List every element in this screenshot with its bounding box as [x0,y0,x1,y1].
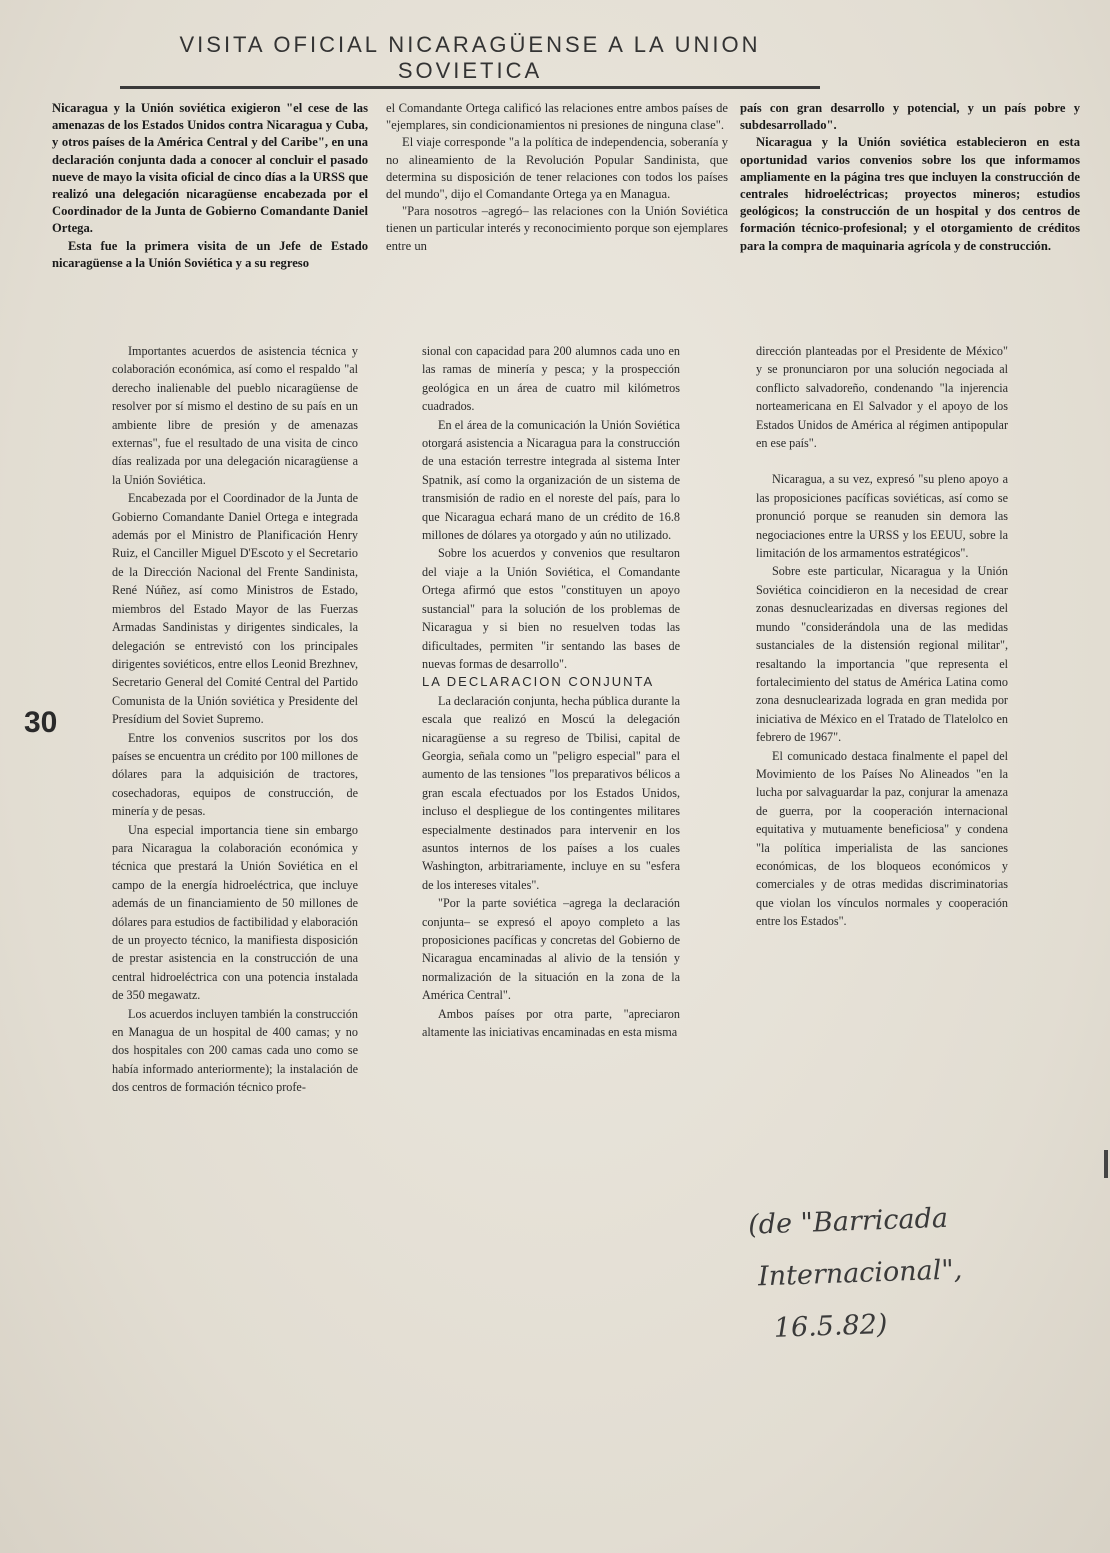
body-paragraph: dirección planteadas por el Presidente de México" y se pronunciaron por una solución negociada al conflicto salvadoreño, condenando "la injerencia norteamericana en El Salvador y el apoyo de los Estados Unidos de América al régimen antipopular en ese país". [756,344,1008,451]
scan-edge-mark [1104,1150,1108,1178]
body-paragraph: "Por la parte soviética –agrega la declaración conjunta– se expresó el apoyo completo a las proposiciones pacíficas y concretas del Gobierno de Nicaragua encaminadas al alivio de la tensión y normalización de la situación en la zona de la América Central". [422,896,680,1003]
handwritten-line: (de "Barricada [747,1202,949,1241]
body-paragraph: Los acuerdos incluyen también la construcción en Managua de un hospital de 400 camas; y no dos hospitales con 200 camas cada uno como se había informado anteriormente); la instalación de dos centros de formación técnico profe- [112,1006,358,1095]
article-title: VISITA OFICIAL NICARAGÜENSE A LA UNION SOVIETICA [120,32,820,89]
intro-paragraph: país con gran desarrollo y potencial, y un país pobre y subdesarrollado". [740,101,1080,133]
intro-paragraph: "Para nosotros –agregó– las relaciones con la Unión Soviética tienen un particular interés y reconocimiento porque son ejemplares entre un [386,204,728,253]
body-paragraph: Una especial importancia tiene sin embargo para Nicaragua la colaboración económica y técnica que prestará la Unión Soviética en el campo de la energía hidroeléctrica, que incluye además de un financiamiento de 50 millones de dólares para estudios de factibilidad y elaboración de un proyecto técnico, la manifiesta disposición de prestar asistencia en la construcción de una central hidroeléctrica con una potencia instalada de 350 megawatz. [112,822,358,1003]
intro-paragraph: Esta fue la primera visita de un Jefe de Estado nicaragüense a la Unión Soviética y a su regreso [52,238,368,270]
intro-column-2 [386,100,728,322]
body-paragraph: Entre los convenios suscritos por los dos países se encuentra un crédito por 100 millones de dólares para la adquisición de tractores, cosechadoras, equipos de construcción, de minería y de pesas. [112,730,358,819]
body-paragraph: Sobre los acuerdos y convenios que resultaron del viaje a la Unión Soviética, el Comandante Ortega afirmó que estos "constituyen un apoyo sustancial" para la solución de los problemas de Nicaragua y si bien no resuelven todas las dificultades, permiten "ir sentando las bases de nuevas formas de desarrollo". [422,546,680,671]
body-paragraph: Ambos países por otra parte, "apreciaron altamente las iniciativas encaminadas en esta misma [422,1006,680,1040]
body-paragraph: Importantes acuerdos de asistencia técnica y colaboración económica, así como el respaldo "al derecho inalienable del pueblo nicaragüense de resolver por sí mismo el destino de su país en un ambiente libre de presión y de amenazas externas", fue el resultado de una visita de cinco días realizada por una delegación nicaragüense a la Unión Soviética. [112,344,358,487]
handwritten-line: 16.5.82) [773,1308,888,1344]
intro-column-1 [52,100,368,332]
body-column-2 [422,342,680,1362]
body-paragraph: Encabezada por el Coordinador de la Junta de Gobierno Comandante Daniel Ortega e integrada además por el Ministro de Planificación Henry Ruiz, el Canciller Miguel D'Escoto y el Secretario de la Dirección Nacional del Frente Sandinista, René Núñez, así como Ministros de Estado, miembros del Estado Mayor de las Fuerzas Armadas Sandinistas y dirigentes sindicales, la delegación se entrevistó con los principales dirigentes soviéticos, entre ellos Leonid Brezhnev, Secretario General del Comité Central del Partido Comunista de la Unión soviética y Presidente del Presídium del Soviet Supremo. [112,491,358,727]
handwritten-source-note [747,1192,965,1355]
intro-paragraph: el Comandante Ortega calificó las relaciones entre ambos países de "ejemplares, sin condicionamientos ni presiones de ninguna clase". [386,101,728,133]
body-column-3 [756,342,1008,1182]
body-column-1 [112,342,358,1402]
handwritten-line: Internacional", [757,1254,963,1293]
page-number: 30 [24,706,58,739]
body-paragraph: El comunicado destaca finalmente el papel del Movimiento de los Países No Alineados "en la lucha por salvaguardar la paz, conjurar la amenaza de guerra, por la cooperación internacional equitativa y mutuamente beneficiosa" y condena "la política imperialista de las sanciones económicas, de los bloqueos económicos y comerciales y de otras medidas discriminatorias que violan los vínculos normales y cooperación entre los Estados". [756,748,1008,929]
intro-column-3 [740,100,1080,330]
body-paragraph: sional con capacidad para 200 alumnos cada uno en las ramas de minería y pesca; y la prospección geológica en un área de cuatro mil kilómetros cuadrados. [422,344,680,414]
body-paragraph: En el área de la comunicación la Unión Soviética otorgará asistencia a Nicaragua para la construcción de una estación terrestre integrada al sistema Inter Spatnik, así como la organización de un sistema de transmisión de radio en el noreste del país, para lo que Nicaragua echará mano de un crédito de 16.8 millones de dólares ya otorgado y aún no utilizado. [422,417,680,543]
body-paragraph: Nicaragua, a su vez, expresó "su pleno apoyo a las proposiciones pacíficas soviéticas, así como se pronunció porque se reanuden sin demora las negociaciones entre la URSS y los EEUU, sobre la limitación de los armamentos estratégicos". [756,472,1008,561]
section-subheading: LA DECLARACION CONJUNTA [422,674,655,690]
intro-paragraph: El viaje corresponde "a la política de independencia, soberanía y no alineamiento de la Revolución Popular Sandinista, que determina su disposición de tener relaciones con todos los países del mundo", dijo el Comandante Ortega ya en Managua. [386,135,728,202]
intro-paragraph: Nicaragua y la Unión soviética establecieron en esta oportunidad varios convenios sobre los que informamos ampliamente en la página tres que incluyen la construcción de centrales hidroeléctricas; proyectos mineros; estudios geológicos; la construcción de un hospital y dos centros de formación técnico-profesional; y el otorgamiento de créditos para la compra de maquinaria agrícola y de construcción. [740,135,1080,253]
body-paragraph: Sobre este particular, Nicaragua y la Unión Soviética coincidieron en la necesidad de crear zonas desnuclearizadas en diversas regiones del mundo "considerándola una de las medidas sustanciales de la distensión regional militar", resaltando la importancia "que representa el fortalecimiento del status de América Latina como zona desnuclearizada lograda en gran medida por iniciativa de México en el Tratado de Tlatelolco en febrero de 1967". [756,564,1008,745]
intro-paragraph: Nicaragua y la Unión soviética exigieron "el cese de las amenazas de los Estados Unidos contra Nicaragua y Cuba, y otros países de la América Central y del Caribe", en una declaración conjunta dada a conocer al concluir el pasado nueve de mayo la visita oficial de cinco días a la URSS que realizó una delegación nicaragüense encabezada por el Coordinador de la Junta de Gobierno Comandante Daniel Ortega. [52,101,368,236]
body-paragraph: La declaración conjunta, hecha pública durante la escala que realizó en Moscú la delegación nicaragüense a su regreso de Tbilisi, capital de Georgia, señala como un "peligro especial" para el aumento de las tensiones "los preparativos bélicos a gran escala efectuados por los Estados Unidos, incluso el despliegue de los contingentes militares especialmente destinados para intervenir en los asuntos internos de los países a los cuales Washington, arbitrariamente, incluye en su "esfera de los intereses vitales". [422,693,680,892]
